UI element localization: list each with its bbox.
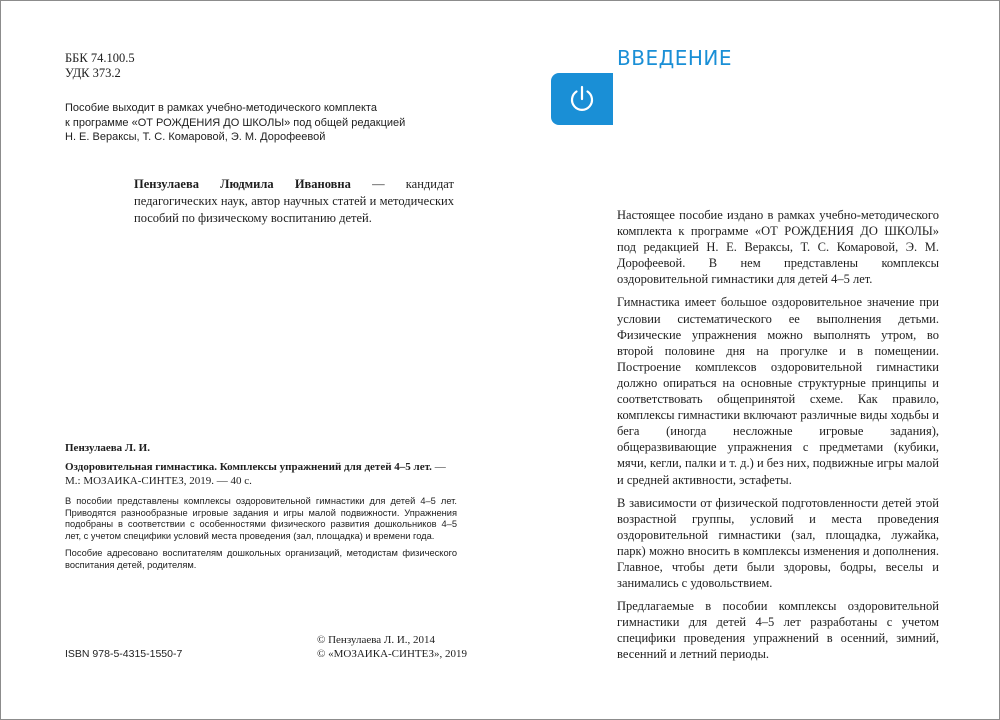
biblio-annotation [65, 496, 457, 571]
isbn: ISBN 978-5-4315-1550-7 [65, 648, 183, 660]
body-paragraph: Гимнастика имеет большое оздоровительное значение при условии систематического ее выполнения детьми. Физические упражнения можно выполнять утром, во второй половине дня на прогулке и в помещении. Построение комплексов оздоровительной гимнастики должно опираться на основные структурные принципы и соответствовать общепринятой схеме. Как правило, комплексы гимнастики включают различные виды ходьбы и бега (иногда несложные игровые задания), общеразвивающие упражнения с предметами (кубики, мячи, кегли, палки и т. д.) и без них, подвижные игры малой и средней активности, эстафеты. [617, 295, 939, 487]
biblio-author: Пензулаева Л. И. [65, 442, 150, 454]
left-page [1, 1, 501, 719]
introduction-text [617, 207, 939, 670]
body-paragraph: В зависимости от физической подготовленности детей этой возрастной группы, условий и места проведения оздоровительной гимнастики (зал, площадка, лужайка, парк) можно вносить в комплексы изменения и дополнения. Главное, чтобы дети были здоровы, бодры, веселы и занимались с удовольствием. [617, 495, 939, 591]
copyright-line: © «МОЗАИКА-СИНТЕЗ», 2019 [317, 648, 467, 660]
copyright-block [317, 633, 467, 661]
chapter-title: ВВЕДЕНИЕ [617, 46, 732, 70]
series-note-line: Пособие выходит в рамках учебно-методического комплекта [65, 102, 377, 114]
bbk-code: ББК 74.100.5 [65, 51, 135, 65]
author-about-text: — кандидат педагогических наук, автор научных статей и методических пособий по физическому воспитанию детей. [134, 177, 454, 225]
biblio-imprint: — М.: МОЗАИКА-СИНТЕЗ, 2019. — 40 с. [65, 461, 446, 487]
classification-codes [65, 51, 135, 81]
copyright-line: © Пензулаева Л. И., 2014 [317, 634, 436, 646]
biblio-title: Оздоровительная гимнастика. Комплексы упражнений для детей 4–5 лет. [65, 461, 432, 473]
power-icon [566, 83, 598, 115]
series-note-line: к программе «ОТ РОЖДЕНИЯ ДО ШКОЛЫ» под общей редакцией [65, 116, 406, 129]
author-about [134, 176, 454, 227]
series-note-line: Н. Е. Вераксы, Т. С. Комаровой, Э. М. Дорофеевой [65, 131, 326, 143]
udk-code: УДК 373.2 [65, 66, 121, 80]
body-paragraph: Предлагаемые в пособии комплексы оздоровительной гимнастики для детей 4–5 лет разработаны с учетом специфики проведения упражнений в осенний, зимний, весенний и летний периоды. [617, 599, 939, 662]
annotation-paragraph: Пособие адресовано воспитателям дошкольных организаций, методистам физического воспитания детей, родителям. [65, 548, 457, 570]
bibliographic-record [65, 441, 457, 577]
chapter-icon-box [551, 73, 613, 125]
author-full-name: Пензулаева Людмила Ивановна [134, 177, 351, 191]
body-paragraph: Настоящее пособие издано в рамках учебно-методического комплекта к программе «ОТ РОЖДЕНИЯ ДО ШКОЛЫ» под редакцией Н. Е. Вераксы, Т. С. Комаровой, Э. М. Дорофеевой. В нем представлены комплексы оздоровительной гимнастики для детей 4–5 лет. [617, 208, 939, 287]
biblio-title-line [65, 460, 457, 488]
series-note [65, 101, 425, 145]
annotation-paragraph: В пособии представлены комплексы оздоровительной гимнастики для детей 4–5 лет. Приводятся разнообразные игровые задания и игры малой подвижности. Упражнения подобраны в соответствии с особенностями физического развития дошкольников 4–5 лет, с учетом специфики условий места проведения (зал, площадка) и времени года. [65, 496, 457, 541]
right-page [501, 1, 999, 719]
